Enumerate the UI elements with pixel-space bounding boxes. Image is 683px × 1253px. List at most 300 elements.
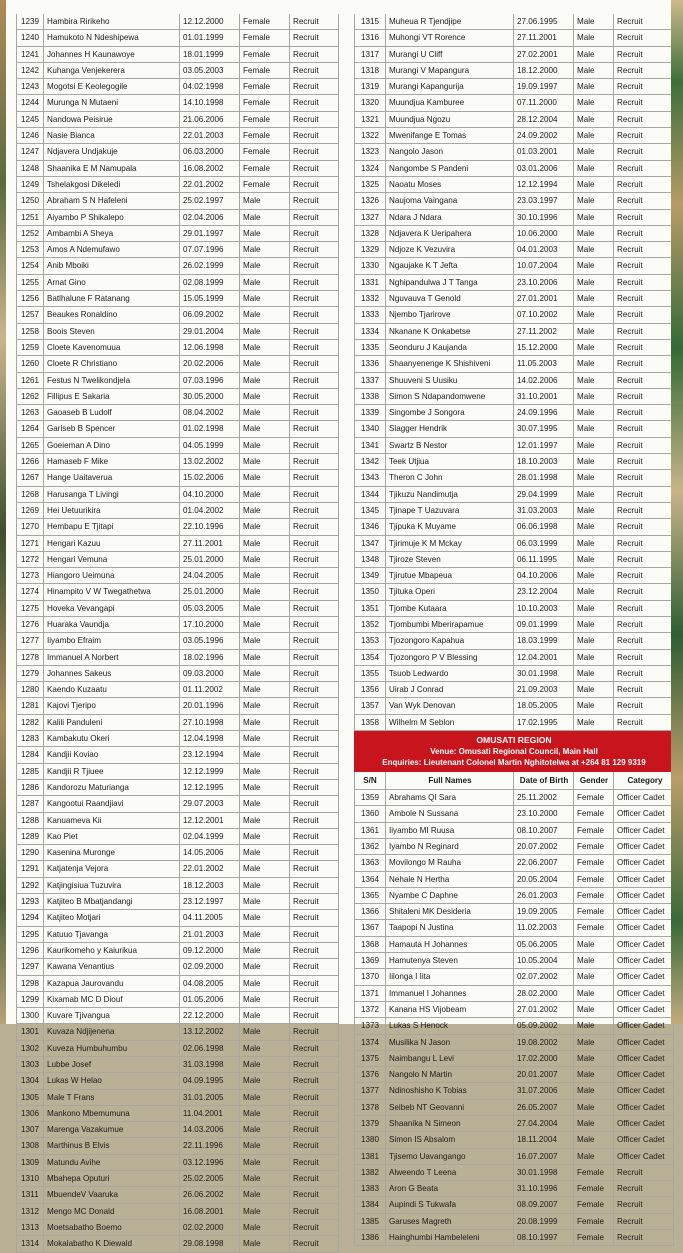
cell-full-name: Seibeb NT Geovanni [385,1100,513,1115]
cell-gender: Female [239,177,289,192]
cell-gender: Male [239,976,289,991]
cell-full-name: Van Wyk Denovan [385,698,513,713]
cell-category: Officer Cadet [613,1018,674,1033]
cell-gender: Male [239,633,289,648]
cell-sn: 1302 [20,1043,39,1053]
newspaper-page [6,0,671,1249]
cell-date-of-birth: 19.08.2002 [513,1035,573,1050]
cell-sn: 1330 [360,261,379,271]
cell-category: Officer Cadet [613,920,674,935]
table-row [354,275,674,291]
table-row [16,780,339,796]
cell-gender: Female [239,79,289,94]
cell-full-name: Kao Piet [43,829,179,844]
cell-category: Recruit [613,373,674,388]
cell-sn: 1335 [360,342,379,352]
cell-date-of-birth: 09.01.1999 [513,617,573,632]
cell-category: Recruit [289,601,339,616]
cell-full-name: Hiangoro Ueimuna [43,568,179,583]
cell-sn: 1319 [360,82,379,92]
cell-gender: Male [573,79,613,94]
cell-gender: Male [239,1008,289,1023]
cell-gender: Male [239,503,289,518]
cell-gender: Male [239,470,289,485]
cell-sn: 1338 [360,391,379,401]
table-row [354,161,674,177]
cell-date-of-birth: 05.03.2005 [179,601,239,616]
cell-category: Recruit [289,861,339,876]
table-row [354,144,674,160]
cell-sn: 1386 [360,1233,379,1243]
cell-date-of-birth: 01.02.1998 [179,421,239,436]
cell-date-of-birth: 18.10.2003 [513,454,573,469]
cell-gender: Male [239,1155,289,1170]
cell-category: Recruit [613,536,674,551]
table-row [16,1090,339,1106]
header-sn: S/N [363,776,377,786]
cell-sn: 1372 [360,1004,379,1014]
cell-date-of-birth: 23.10.2006 [513,275,573,290]
cell-date-of-birth: 23.10.2000 [513,806,573,821]
cell-category: Recruit [613,421,674,436]
table-row [354,633,674,649]
cell-full-name: Kuveza Humbuhumbu [43,1041,179,1056]
cell-date-of-birth: 14.10.1998 [179,95,239,110]
cell-date-of-birth: 02.06.1998 [179,1041,239,1056]
cell-sn: 1275 [20,603,39,613]
cell-category: Recruit [613,307,674,322]
cell-date-of-birth: 27.11.2001 [179,536,239,551]
cell-gender: Female [239,95,289,110]
cell-gender: Male [239,845,289,860]
cell-full-name: Hambira Ririkeho [43,14,179,29]
cell-full-name: Moetsabatho Boemo [43,1220,179,1235]
cell-full-name: Seonduru J Kaujanda [385,340,513,355]
cell-category: Officer Cadet [613,904,674,919]
cell-full-name: Tjombe Kutaara [385,601,513,616]
cell-sn: 1289 [20,831,39,841]
cell-gender: Female [239,144,289,159]
cell-date-of-birth: 31.10.2001 [513,389,573,404]
cell-date-of-birth: 06.11.1995 [513,552,573,567]
cell-sn: 1336 [360,359,379,369]
table-row [354,30,674,46]
cell-sn: 1375 [360,1053,379,1063]
cell-full-name: Slagger Hendrik [385,421,513,436]
cell-sn: 1293 [20,897,39,907]
cell-gender: Male [573,633,613,648]
cell-sn: 1240 [20,33,39,43]
table-row [16,291,339,307]
cell-sn: 1286 [20,782,39,792]
table-row [354,536,674,552]
cell-date-of-birth: 27.01.2002 [513,1002,573,1017]
cell-gender: Male [573,193,613,208]
cell-gender: Male [239,1106,289,1121]
table-row [354,953,674,969]
cell-date-of-birth: 10.10.2003 [513,601,573,616]
cell-category: Officer Cadet [613,953,674,968]
cell-category: Recruit [613,470,674,485]
cell-gender: Male [239,210,289,225]
cell-date-of-birth: 09.12.2000 [179,943,239,958]
cell-gender: Male [573,291,613,306]
cell-date-of-birth: 17.02.2000 [513,1051,573,1066]
cell-full-name: Kixamab MC D Diouf [43,992,179,1007]
cell-gender: Male [573,454,613,469]
cell-sn: 1309 [20,1157,39,1167]
cell-date-of-birth: 01.03.2001 [513,144,573,159]
cell-sn: 1249 [20,179,39,189]
cell-gender: Male [573,601,613,616]
cell-sn: 1317 [360,49,379,59]
table-row [354,438,674,454]
cell-full-name: Katjiteo Motjari [43,910,179,925]
header-category: Category [613,772,676,789]
cell-date-of-birth: 18.11.2004 [513,1132,573,1147]
cell-category: Recruit [289,1155,339,1170]
cell-full-name: Muundjua Ngozu [385,112,513,127]
cell-sn: 1333 [360,310,379,320]
table-row [16,307,339,323]
cell-sn: 1306 [20,1108,39,1118]
cell-category: Recruit [289,764,339,779]
cell-category: Recruit [289,568,339,583]
cell-sn: 1294 [20,913,39,923]
table-row [16,503,339,519]
cell-category: Recruit [613,275,674,290]
cell-category: Recruit [289,30,339,45]
cell-category: Recruit [613,650,674,665]
cell-gender: Male [239,796,289,811]
cell-full-name: Lukas S Henock [385,1018,513,1033]
cell-gender: Male [573,617,613,632]
table-row [354,487,674,503]
cell-full-name: Nehale N Hertha [385,872,513,887]
cell-date-of-birth: 16.08.2002 [179,161,239,176]
cell-category: Recruit [613,112,674,127]
cell-gender: Male [573,226,613,241]
cell-gender: Male [573,258,613,273]
cell-sn: 1299 [20,994,39,1004]
cell-date-of-birth: 04.08.2005 [179,976,239,991]
header-full-names: Full Names [385,772,514,789]
cell-category: Officer Cadet [613,888,674,903]
cell-gender: Male [573,356,613,371]
cell-sn: 1242 [20,65,39,75]
cell-category: Officer Cadet [613,937,674,952]
cell-date-of-birth: 22.10.1996 [179,519,239,534]
cell-gender: Male [239,275,289,290]
cell-full-name: Iyambo N Reginard [385,839,513,854]
cell-sn: 1381 [360,1151,379,1161]
cell-full-name: Murunga N Mutaeni [43,95,179,110]
cell-full-name: Katjatenja Vejora [43,861,179,876]
cell-gender: Male [239,780,289,795]
table-row [354,790,674,806]
cell-date-of-birth: 03.01.2006 [513,161,573,176]
cell-date-of-birth: 01.04.2002 [179,503,239,518]
cell-full-name: Teek Utjiua [385,454,513,469]
cell-sn: 1269 [20,505,39,515]
cell-date-of-birth: 18.02.1996 [179,650,239,665]
cell-category: Recruit [613,242,674,257]
cell-date-of-birth: 29.01.2004 [179,324,239,339]
table-row [16,666,339,682]
cell-gender: Male [573,30,613,45]
cell-date-of-birth: 06.09.2002 [179,307,239,322]
cell-gender: Male [239,1041,289,1056]
cell-full-name: Amos A Ndemufawo [43,242,179,257]
cell-gender: Male [573,438,613,453]
table-row [16,356,339,372]
cell-date-of-birth: 15.12.2000 [513,340,573,355]
camouflage-border-right [671,0,683,1024]
cell-gender: Male [239,258,289,273]
cell-date-of-birth: 17.02.1995 [513,715,573,730]
table-row [16,976,339,992]
cell-date-of-birth: 02.09.2000 [179,959,239,974]
cell-category: Recruit [289,503,339,518]
cell-date-of-birth: 28.02.2000 [513,986,573,1001]
cell-full-name: Tjisemo Uavangango [385,1149,513,1164]
table-row [16,1187,339,1203]
table-header-row [354,772,674,790]
cell-category: Recruit [613,438,674,453]
table-row [16,910,339,926]
cell-date-of-birth: 12.04.2001 [513,650,573,665]
cell-category: Recruit [613,210,674,225]
cell-category: Recruit [289,894,339,909]
table-row [354,888,674,904]
cell-sn: 1303 [20,1060,39,1069]
cell-date-of-birth: 05.09.2002 [513,1018,573,1033]
cell-sn: 1278 [20,652,39,662]
cell-category: Recruit [613,584,674,599]
cell-sn: 1300 [20,1011,39,1021]
cell-full-name: Aupindi S Tukwafa [385,1197,513,1212]
cell-category: Recruit [613,617,674,632]
cell-gender: Male [239,487,289,502]
cell-full-name: Shaanyenenge K Shishiveni [385,356,513,371]
cell-full-name: Festus N Twelikondjela [43,373,179,388]
cell-category: Recruit [289,421,339,436]
cell-category: Recruit [613,389,674,404]
cell-full-name: Aiyambo P Shikalepo [43,210,179,225]
cell-full-name: Kambakutu Okeri [43,731,179,746]
cell-full-name: Nkanane K Onkabetse [385,324,513,339]
cell-date-of-birth: 25.01.2000 [179,584,239,599]
cell-date-of-birth: 04.10.2000 [179,487,239,502]
cell-date-of-birth: 26.01.2003 [513,888,573,903]
cell-date-of-birth: 11.04.2001 [179,1106,239,1121]
cell-full-name: Singombe J Songora [385,405,513,420]
cell-gender: Male [573,324,613,339]
cell-full-name: Tjikuzu Nandimutja [385,487,513,502]
cell-gender: Male [239,715,289,730]
cell-date-of-birth: 18.01.1999 [179,47,239,62]
cell-sn: 1259 [20,342,39,352]
table-row [16,470,339,486]
cell-sn: 1251 [20,212,39,222]
table-row [16,438,339,454]
cell-gender: Male [239,226,289,241]
table-row [16,682,339,698]
cell-full-name: Ndjavera K Ueripahera [385,226,513,241]
cell-sn: 1368 [360,939,379,949]
cell-category: Recruit [289,373,339,388]
table-row [16,927,339,943]
cell-category: Recruit [613,633,674,648]
cell-sn: 1353 [360,636,379,646]
cell-sn: 1342 [360,457,379,467]
cell-category: Recruit [289,1106,339,1121]
cell-date-of-birth: 03.12.1996 [179,1155,239,1170]
cell-date-of-birth: 07.07.1996 [179,242,239,257]
cell-category: Recruit [289,258,339,273]
cell-full-name: Kuhanga Venjekerera [43,63,179,78]
cell-gender: Male [239,1220,289,1235]
cell-sn: 1258 [20,326,39,336]
header-gender: Gender [573,772,614,789]
table-row [354,421,674,437]
cell-category: Recruit [289,1008,339,1023]
table-row [354,242,674,258]
cell-category: Recruit [289,14,339,29]
cell-gender: Male [239,340,289,355]
right-table-bottom-rows [354,790,674,1246]
cell-gender: Male [239,454,289,469]
cell-date-of-birth: 22.01.2002 [179,861,239,876]
table-row [16,454,339,470]
cell-date-of-birth: 04.11.2005 [179,910,239,925]
cell-date-of-birth: 12.04.1998 [179,731,239,746]
table-row [16,1008,339,1024]
cell-category: Recruit [613,666,674,681]
right-table-top-rows [354,14,674,731]
cell-gender: Male [573,14,613,29]
cell-full-name: Murangi U Cliff [385,47,513,62]
cell-gender: Male [239,650,289,665]
right-recruit-table [354,14,674,1246]
cell-full-name: Naujoma Vaingana [385,193,513,208]
table-row [354,682,674,698]
cell-sn: 1282 [20,717,39,727]
cell-gender: Female [573,790,613,805]
cell-sn: 1382 [360,1167,379,1177]
cell-date-of-birth: 18.12.2003 [179,878,239,893]
cell-gender: Male [239,1187,289,1202]
table-row [16,193,339,209]
cell-date-of-birth: 24.04.2005 [179,568,239,583]
cell-category: Recruit [289,1041,339,1056]
cell-date-of-birth: 04.02.1998 [179,79,239,94]
cell-category: Recruit [613,503,674,518]
cell-date-of-birth: 02.07.2002 [513,969,573,984]
cell-sn: 1352 [360,619,379,629]
cell-category: Officer Cadet [613,1132,674,1147]
cell-gender: Male [239,307,289,322]
cell-gender: Male [573,405,613,420]
cell-sn: 1370 [360,972,379,982]
cell-gender: Male [573,307,613,322]
left-recruit-table [16,14,339,1253]
cell-sn: 1323 [360,147,379,157]
cell-date-of-birth: 01.11.2002 [179,682,239,697]
cell-full-name: Hengari Vemuna [43,552,179,567]
cell-sn: 1260 [20,359,39,369]
cell-full-name: Hainghumbi Hambeleleni [385,1230,513,1245]
table-row [354,503,674,519]
table-row [16,894,339,910]
cell-category: Recruit [613,1214,674,1229]
cell-sn: 1267 [20,473,39,483]
table-row [16,1155,339,1171]
cell-category: Recruit [289,731,339,746]
cell-full-name: Naoatu Moses [385,177,513,192]
cell-full-name: Johannes Sakeus [43,666,179,681]
cell-gender: Male [239,601,289,616]
cell-date-of-birth: 20.02.2006 [179,356,239,371]
table-row [16,79,339,95]
table-row [354,63,674,79]
cell-gender: Male [239,356,289,371]
cell-date-of-birth: 12.12.1995 [179,780,239,795]
table-row [16,275,339,291]
cell-full-name: Muhongi VT Rorence [385,30,513,45]
cell-date-of-birth: 18.05.2005 [513,698,573,713]
table-row [354,823,674,839]
cell-sn: 1243 [20,82,39,92]
cell-full-name: Kanuameva Kii [43,813,179,828]
cell-sn: 1346 [360,522,379,532]
cell-gender: Male [573,242,613,257]
cell-category: Recruit [613,1181,674,1196]
cell-date-of-birth: 16.08.2001 [179,1204,239,1219]
table-row [354,519,674,535]
cell-full-name: Kasenina Muronge [43,845,179,860]
cell-full-name: Tjombumbi Mberirapamue [385,617,513,632]
cell-gender: Male [239,373,289,388]
cell-date-of-birth: 24.09.1996 [513,405,573,420]
cell-category: Recruit [289,878,339,893]
cell-sn: 1343 [360,473,379,483]
cell-category: Recruit [289,112,339,127]
table-row [354,1181,674,1197]
table-row [16,796,339,812]
cell-full-name: Mankono Mbemumuna [43,1106,179,1121]
cell-full-name: Alweendo T Leena [385,1165,513,1180]
cell-date-of-birth: 30.07.1995 [513,421,573,436]
cell-date-of-birth: 29.08.1998 [179,1236,239,1251]
cell-category: Recruit [289,992,339,1007]
cell-full-name: Kalili Panduleni [43,715,179,730]
cell-gender: Male [573,421,613,436]
cell-gender: Male [239,519,289,534]
cell-date-of-birth: 27.02.2001 [513,47,573,62]
cell-date-of-birth: 18.12.2000 [513,63,573,78]
cell-sn: 1341 [360,440,379,450]
cell-gender: Male [239,764,289,779]
cell-full-name: Immanuel I Johannes [385,986,513,1001]
cell-category: Recruit [289,210,339,225]
cell-full-name: Tjozongoro P V Blessing [385,650,513,665]
cell-sn: 1376 [360,1070,379,1080]
cell-gender: Male [239,1090,289,1105]
cell-gender: Male [239,536,289,551]
cell-sn: 1290 [20,848,39,858]
cell-gender: Male [573,1149,613,1164]
